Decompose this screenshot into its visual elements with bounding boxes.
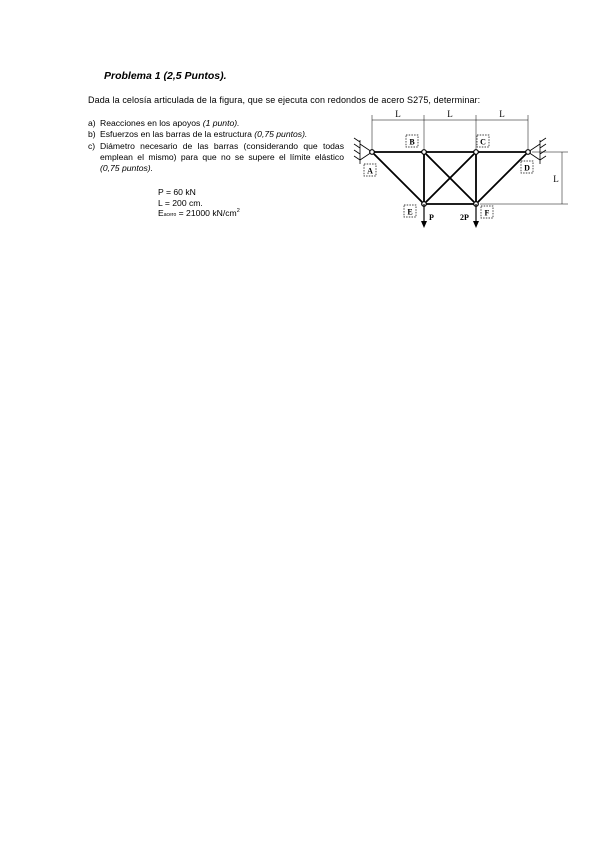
dim-label-3: L (499, 109, 505, 119)
question-label: b) (88, 129, 96, 140)
question-text: Esfuerzos en las barras de la estructura (100, 129, 255, 140)
dim-label-height: L (553, 174, 559, 184)
node-label-d: D (524, 163, 530, 173)
dim-label-1: L (395, 109, 401, 119)
question-label: a) (88, 118, 96, 128)
dim-label-2: L (447, 109, 453, 119)
node-label-b: B (409, 137, 415, 147)
given-data (158, 187, 240, 221)
question-a (88, 118, 344, 129)
load-label-2p: 2P (460, 213, 469, 222)
load-value: P = 60 kN (158, 187, 196, 197)
problem-statement: Dada la celosía articulada de la figura, que se ejecuta con redondos de acero S275, determinar: (88, 95, 481, 105)
truss-figure (340, 100, 580, 235)
load-label-p: P (429, 213, 434, 222)
node-label-a: A (367, 166, 373, 176)
question-points: (0,75 puntos). (254, 129, 308, 140)
bar-ae (372, 152, 424, 204)
question-points: (0,75 puntos). (100, 163, 154, 174)
node-label-e: E (407, 207, 413, 217)
truss-bars (372, 152, 528, 204)
question-list (88, 118, 344, 174)
modulus-value: Eacero = 21000 $kN/cm^2$ (158, 208, 240, 219)
question-c (88, 141, 344, 175)
question-text: Diámetro necesario de las barras (considerando que todas emplean el mismo) para que no se supere el límite elástico (100, 140, 344, 162)
node-label-c: C (480, 137, 486, 147)
question-b (88, 129, 344, 140)
length-value: L = 200 cm. (158, 197, 203, 208)
node-label-f: F (484, 208, 490, 218)
bar-df (476, 152, 528, 204)
load-arrowhead-e (421, 221, 427, 228)
question-text: Reacciones en los apoyos (100, 118, 203, 128)
question-label: c) (88, 140, 96, 151)
top-dimension-lines (372, 115, 528, 152)
question-points: (1 punto). (202, 118, 240, 128)
load-arrowhead-f (473, 221, 479, 228)
problem-title: Problema 1 (2,5 Puntos). (104, 70, 227, 82)
